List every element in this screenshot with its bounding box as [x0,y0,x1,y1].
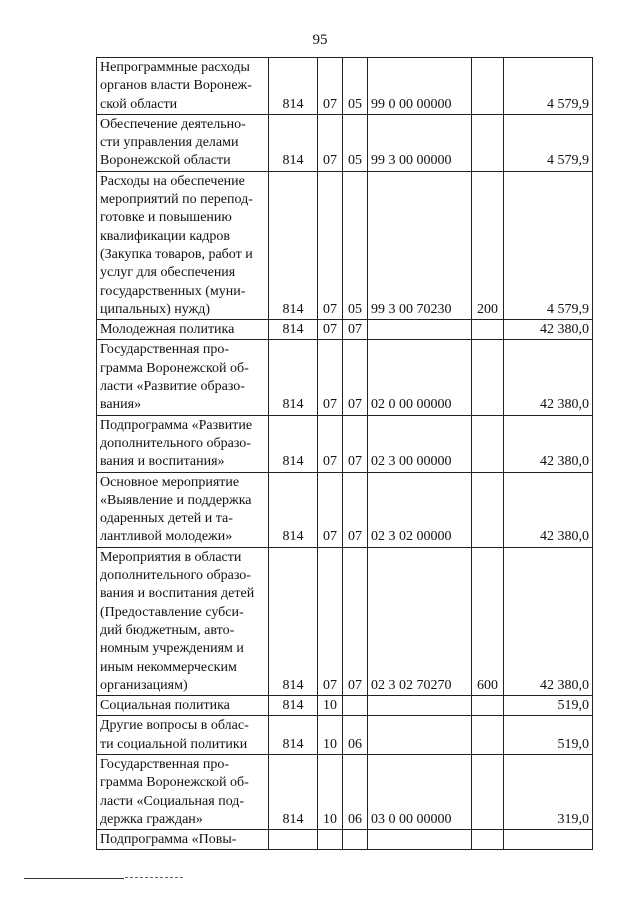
cell-sum: 42 380,0 [504,472,593,547]
cell-name: Государственная про- грамма Воронежской об- ласти «Развитие образо- вания» [97,340,269,415]
cell-sum: 4 579,9 [504,58,593,115]
cell-vr [472,830,504,850]
cell-name: Подпрограмма «Развитие дополнительного образо- вания и воспитания» [97,415,269,472]
table-row [97,547,593,695]
cell-csr: 02 3 02 70270 [368,547,472,695]
cell-vr [472,340,504,415]
cell-sum: 519,0 [504,696,593,716]
cell-pr [343,830,368,850]
table-row [97,696,593,716]
cell-vr: 200 [472,171,504,319]
cell-sum [504,830,593,850]
cell-pr: 06 [343,716,368,755]
cell-rz: 10 [318,716,343,755]
cell-csr: 99 0 00 00000 [368,58,472,115]
cell-rz: 07 [318,472,343,547]
cell-rz: 07 [318,58,343,115]
cell-ved: 814 [269,171,318,319]
table-row [97,340,593,415]
table-row [97,320,593,340]
cell-name: Мероприятия в области дополнительного образо- вания и воспитания детей (Предоставление субси- дий бюджетным, авто- номным учреждениям и иным некоммерческим организациям) [97,547,269,695]
cell-rz: 10 [318,696,343,716]
table-row [97,716,593,755]
cell-name: Непрограммные расходы органов власти Воронеж- ской области [97,58,269,115]
cell-pr: 07 [343,472,368,547]
cell-ved: 814 [269,547,318,695]
footer-rule [24,878,124,879]
cell-ved: 814 [269,716,318,755]
cell-vr [472,754,504,829]
cell-vr: 600 [472,547,504,695]
cell-name: Подпрограмма «Повы- [97,830,269,850]
cell-vr [472,114,504,171]
cell-ved: 814 [269,320,318,340]
cell-sum: 42 380,0 [504,340,593,415]
cell-name: Расходы на обеспечение мероприятий по перепод- готовке и повышению квалификации кадров (Закупка товаров, работ и услуг для обеспечения государственных (муни- ципальных) нужд) [97,171,269,319]
cell-sum: 42 380,0 [504,547,593,695]
cell-csr: 03 0 00 00000 [368,754,472,829]
cell-csr: 99 3 00 70230 [368,171,472,319]
cell-rz: 07 [318,114,343,171]
cell-csr: 02 3 00 00000 [368,415,472,472]
footer-rule-dashed [125,877,183,878]
table-body [97,58,593,850]
cell-rz: 07 [318,171,343,319]
cell-rz: 07 [318,340,343,415]
cell-pr: 07 [343,320,368,340]
cell-name: Социальная политика [97,696,269,716]
cell-ved: 814 [269,114,318,171]
cell-csr: 02 3 02 00000 [368,472,472,547]
cell-vr [472,320,504,340]
budget-table [96,57,593,850]
cell-sum: 4 579,9 [504,114,593,171]
table-row [97,472,593,547]
cell-sum: 519,0 [504,716,593,755]
cell-csr [368,696,472,716]
cell-ved: 814 [269,415,318,472]
cell-sum: 319,0 [504,754,593,829]
table-row [97,114,593,171]
cell-pr: 05 [343,171,368,319]
cell-pr: 07 [343,547,368,695]
page-number: 95 [312,32,328,48]
cell-ved: 814 [269,754,318,829]
cell-csr: 99 3 00 00000 [368,114,472,171]
cell-pr: 06 [343,754,368,829]
cell-pr: 07 [343,415,368,472]
cell-rz: 10 [318,754,343,829]
cell-sum: 42 380,0 [504,320,593,340]
cell-rz: 07 [318,415,343,472]
cell-ved [269,830,318,850]
cell-vr [472,472,504,547]
table-row [97,830,593,850]
cell-name: Государственная про- грамма Воронежской об- ласти «Социальная под- держка граждан» [97,754,269,829]
cell-rz: 07 [318,320,343,340]
cell-name: Обеспечение деятельно- сти управления делами Воронежской области [97,114,269,171]
table-row [97,754,593,829]
table-row [97,171,593,319]
table-row [97,415,593,472]
cell-pr [343,696,368,716]
cell-rz: 07 [318,547,343,695]
cell-csr: 02 0 00 00000 [368,340,472,415]
cell-pr: 07 [343,340,368,415]
cell-vr [472,58,504,115]
cell-name: Основное мероприятие «Выявление и поддержка одаренных детей и та- лантливой молодежи» [97,472,269,547]
cell-name: Молодежная политика [97,320,269,340]
cell-vr [472,696,504,716]
cell-pr: 05 [343,114,368,171]
cell-vr [472,415,504,472]
cell-sum: 4 579,9 [504,171,593,319]
cell-ved: 814 [269,340,318,415]
cell-name: Другие вопросы в облас- ти социальной политики [97,716,269,755]
table-row [97,58,593,115]
cell-csr [368,716,472,755]
cell-rz [318,830,343,850]
cell-ved: 814 [269,696,318,716]
cell-sum: 42 380,0 [504,415,593,472]
cell-csr [368,830,472,850]
cell-vr [472,716,504,755]
cell-ved: 814 [269,58,318,115]
cell-csr [368,320,472,340]
cell-ved: 814 [269,472,318,547]
cell-pr: 05 [343,58,368,115]
